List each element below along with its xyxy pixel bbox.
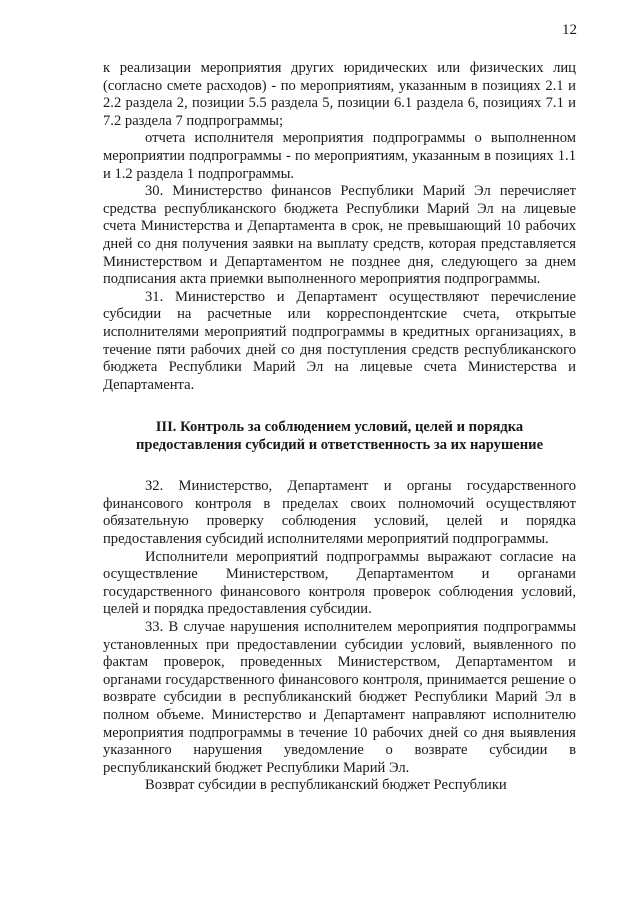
paragraph-refund: Возврат субсидии в республиканский бюджет Республики — [145, 777, 507, 794]
page-number: 12 — [562, 22, 577, 38]
paragraph-report: отчета исполнителя мероприятия подпрограммы о выполненном мероприятии подпрограммы - по мероприятиям, указанным в позициях 1.1 и 1.2 раздела 1 подпрограммы. — [103, 130, 576, 182]
paragraph-continuation: к реализации мероприятия других юридических или физических лиц (согласно смете расходов) - по мероприятиям, указанным в позициях 2.1 и 2.2 раздела 2, позиции 5.5 раздела 5, позиции 6.1 раздела 6, позициях 7.1 и 7.2 раздела 7 подпрограммы; — [103, 60, 576, 129]
section-heading-line-1: III. Контроль за соблюдением условий, целей и порядка — [155, 419, 524, 436]
section-heading-line-2: предоставления субсидий и ответственность за их нарушение — [135, 437, 544, 454]
paragraph-30: 30. Министерство финансов Республики Марий Эл перечисляет средства республиканского бюджета Республики Марий Эл на лицевые счета Министерства и Департамента в срок, не превышающий 10 рабочих дней со дня получения заявки на выплату средств, которая представляется Министерством и Департаментом не позднее дня, следующего за днем подписания акта приемки выполненного мероприятия подпрограммы. — [103, 183, 576, 288]
paragraph-consent: Исполнители мероприятий подпрограммы выражают согласие на осуществление Министерством, Департаментом и органами государственного финансового контроля проверок соблюдения условий, целей и порядка предоставления субсидии. — [103, 548, 576, 618]
paragraph-32: 32. Министерство, Департамент и органы государственного финансового контроля в пределах своих полномочий осуществляют обязательную проверку соблюдения условий, целей и порядка предоставления субсидий исполнителями мероприятий подпрограммы. — [103, 478, 576, 548]
document-body — [103, 60, 576, 795]
paragraph-31: 31. Министерство и Департамент осуществляют перечисление субсидии на расчетные или корреспондентские счета, открытые исполнителями мероприятий подпрограммы в кредитных организациях, в течение пяти рабочих дней со дня поступления средств республиканского бюджета Республики Марий Эл на лицевые счета Министерства и Департамента. — [103, 288, 576, 393]
section-heading — [103, 418, 576, 454]
paragraph-33: 33. В случае нарушения исполнителем мероприятия подпрограммы установленных при предоставлении субсидии условий, выявленного по фактам проверок, проведенных Министерством, Департаментом и органами государственного финансового контроля, принимается решение о возврате субсидии в республиканский бюджет Республики Марий Эл в полном объеме. Министерство и Департамент направляют исполнителю мероприятия подпрограммы в течение 10 рабочих дней со дня выявления указанного нарушения уведомление о возврате субсидии в республиканский бюджет Республики Марий Эл. — [103, 619, 576, 776]
